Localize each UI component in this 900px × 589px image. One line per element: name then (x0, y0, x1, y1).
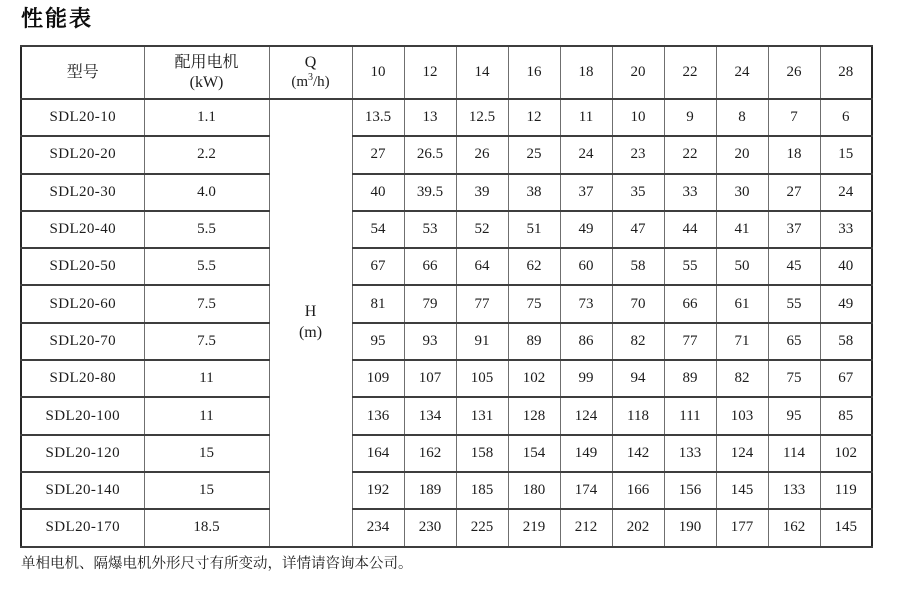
header-flow-q (269, 46, 352, 99)
head-value-cell: 62 (508, 248, 560, 285)
head-value-cell: 12.5 (456, 99, 508, 136)
head-value-cell: 91 (456, 323, 508, 360)
head-value-cell: 105 (456, 360, 508, 397)
head-value-cell: 39 (456, 174, 508, 211)
head-value-cell: 47 (612, 211, 664, 248)
q-unit-prefix: (m (291, 74, 308, 91)
head-value-cell: 142 (612, 435, 664, 472)
header-flow-value: 16 (508, 46, 560, 99)
header-flow-value: 10 (352, 46, 404, 99)
head-value-cell: 85 (820, 397, 872, 434)
head-value-cell: 119 (820, 472, 872, 509)
head-value-cell: 124 (560, 397, 612, 434)
head-value-cell: 114 (768, 435, 820, 472)
model-cell: SDL20-30 (21, 174, 144, 211)
table-row (21, 248, 872, 285)
head-value-cell: 67 (352, 248, 404, 285)
table-row (21, 99, 872, 136)
head-value-cell: 145 (716, 472, 768, 509)
table-row (21, 211, 872, 248)
head-value-cell: 18 (768, 136, 820, 173)
table-row (21, 136, 872, 173)
head-value-cell: 50 (716, 248, 768, 285)
head-value-cell: 8 (716, 99, 768, 136)
head-value-cell: 225 (456, 509, 508, 546)
head-value-cell: 164 (352, 435, 404, 472)
head-value-cell: 118 (612, 397, 664, 434)
head-value-cell: 154 (508, 435, 560, 472)
header-flow-value: 28 (820, 46, 872, 99)
head-value-cell: 35 (612, 174, 664, 211)
header-flow-value: 20 (612, 46, 664, 99)
head-value-cell: 99 (560, 360, 612, 397)
model-cell: SDL20-10 (21, 99, 144, 136)
head-unit: (m) (298, 323, 323, 341)
head-value-cell: 77 (456, 285, 508, 322)
head-value-cell: 95 (352, 323, 404, 360)
head-value-cell: 58 (820, 323, 872, 360)
head-value-cell: 13 (404, 99, 456, 136)
head-value-cell: 95 (768, 397, 820, 434)
head-value-cell: 55 (664, 248, 716, 285)
head-value-cell: 177 (716, 509, 768, 546)
head-value-cell: 73 (560, 285, 612, 322)
head-value-cell: 40 (820, 248, 872, 285)
head-value-cell: 23 (612, 136, 664, 173)
header-motor-unit: (kW) (189, 73, 224, 91)
head-value-cell: 45 (768, 248, 820, 285)
motor-power-cell: 5.5 (144, 248, 269, 285)
head-unit-merged-cell (269, 99, 352, 547)
head-value-cell: 54 (352, 211, 404, 248)
motor-power-cell: 7.5 (144, 285, 269, 322)
head-value-cell: 124 (716, 435, 768, 472)
q-unit-suffix: /h) (313, 74, 330, 91)
header-flow-value: 12 (404, 46, 456, 99)
head-value-cell: 49 (820, 285, 872, 322)
table-row (21, 435, 872, 472)
head-value-cell: 39.5 (404, 174, 456, 211)
head-value-cell: 70 (612, 285, 664, 322)
head-value-cell: 27 (768, 174, 820, 211)
head-value-cell: 75 (768, 360, 820, 397)
head-value-cell: 102 (820, 435, 872, 472)
head-value-cell: 49 (560, 211, 612, 248)
head-value-cell: 11 (560, 99, 612, 136)
head-value-cell: 166 (612, 472, 664, 509)
head-value-cell: 219 (508, 509, 560, 546)
head-value-cell: 64 (456, 248, 508, 285)
head-value-cell: 33 (820, 211, 872, 248)
header-flow-value: 22 (664, 46, 716, 99)
head-value-cell: 7 (768, 99, 820, 136)
header-model: 型号 (21, 46, 144, 99)
head-value-cell: 89 (664, 360, 716, 397)
head-value-cell: 133 (768, 472, 820, 509)
model-cell: SDL20-40 (21, 211, 144, 248)
table-row (21, 174, 872, 211)
head-value-cell: 40 (352, 174, 404, 211)
model-cell: SDL20-140 (21, 472, 144, 509)
table-row (21, 360, 872, 397)
head-value-cell: 202 (612, 509, 664, 546)
model-cell: SDL20-70 (21, 323, 144, 360)
motor-power-cell: 18.5 (144, 509, 269, 546)
head-value-cell: 156 (664, 472, 716, 509)
head-value-cell: 102 (508, 360, 560, 397)
head-value-cell: 111 (664, 397, 716, 434)
motor-power-cell: 11 (144, 360, 269, 397)
head-value-cell: 26 (456, 136, 508, 173)
head-value-cell: 9 (664, 99, 716, 136)
head-value-cell: 174 (560, 472, 612, 509)
head-value-cell: 82 (716, 360, 768, 397)
header-q-unit (270, 73, 352, 92)
head-value-cell: 26.5 (404, 136, 456, 173)
head-value-cell: 66 (404, 248, 456, 285)
model-cell: SDL20-20 (21, 136, 144, 173)
head-value-cell: 12 (508, 99, 560, 136)
motor-power-cell: 5.5 (144, 211, 269, 248)
motor-power-cell: 2.2 (144, 136, 269, 173)
head-value-cell: 58 (612, 248, 664, 285)
head-value-cell: 71 (716, 323, 768, 360)
head-value-cell: 37 (768, 211, 820, 248)
model-cell: SDL20-80 (21, 360, 144, 397)
head-value-cell: 33 (664, 174, 716, 211)
head-value-cell: 131 (456, 397, 508, 434)
head-value-cell: 94 (612, 360, 664, 397)
head-value-cell: 103 (716, 397, 768, 434)
head-value-cell: 81 (352, 285, 404, 322)
header-motor-power (144, 46, 269, 99)
head-value-cell: 133 (664, 435, 716, 472)
table-row (21, 285, 872, 322)
page-title: 性能表 (21, 6, 94, 31)
header-motor-line1: 配用电机 (174, 53, 239, 71)
header-flow-value: 14 (456, 46, 508, 99)
head-value-cell: 67 (820, 360, 872, 397)
model-cell: SDL20-120 (21, 435, 144, 472)
head-value-cell: 6 (820, 99, 872, 136)
motor-power-cell: 11 (144, 397, 269, 434)
head-value-cell: 25 (508, 136, 560, 173)
motor-power-cell: 7.5 (144, 323, 269, 360)
head-value-cell: 41 (716, 211, 768, 248)
head-value-cell: 82 (612, 323, 664, 360)
head-value-cell: 89 (508, 323, 560, 360)
header-flow-value: 18 (560, 46, 612, 99)
head-value-cell: 212 (560, 509, 612, 546)
head-value-cell: 93 (404, 323, 456, 360)
head-value-cell: 230 (404, 509, 456, 546)
head-value-cell: 51 (508, 211, 560, 248)
table-row (21, 472, 872, 509)
head-value-cell: 158 (456, 435, 508, 472)
head-value-cell: 109 (352, 360, 404, 397)
head-value-cell: 55 (768, 285, 820, 322)
head-value-cell: 60 (560, 248, 612, 285)
head-value-cell: 66 (664, 285, 716, 322)
head-value-cell: 79 (404, 285, 456, 322)
head-value-cell: 149 (560, 435, 612, 472)
head-value-cell: 162 (404, 435, 456, 472)
head-value-cell: 86 (560, 323, 612, 360)
model-cell: SDL20-100 (21, 397, 144, 434)
head-value-cell: 38 (508, 174, 560, 211)
head-value-cell: 24 (560, 136, 612, 173)
table-row (21, 509, 872, 546)
q-unit-superscript: 3 (308, 72, 313, 84)
head-value-cell: 30 (716, 174, 768, 211)
table-row (21, 397, 872, 434)
header-q-symbol: Q (304, 54, 317, 72)
model-cell: SDL20-60 (21, 285, 144, 322)
head-value-cell: 185 (456, 472, 508, 509)
head-value-cell: 52 (456, 211, 508, 248)
head-value-cell: 128 (508, 397, 560, 434)
motor-power-cell: 15 (144, 435, 269, 472)
header-row (21, 46, 872, 99)
head-value-cell: 190 (664, 509, 716, 546)
head-value-cell: 189 (404, 472, 456, 509)
head-value-cell: 180 (508, 472, 560, 509)
head-value-cell: 77 (664, 323, 716, 360)
table-row (21, 323, 872, 360)
header-flow-value: 24 (716, 46, 768, 99)
head-value-cell: 13.5 (352, 99, 404, 136)
head-value-cell: 192 (352, 472, 404, 509)
head-value-cell: 136 (352, 397, 404, 434)
head-value-cell: 27 (352, 136, 404, 173)
performance-table (20, 45, 873, 548)
model-cell: SDL20-50 (21, 248, 144, 285)
head-value-cell: 107 (404, 360, 456, 397)
head-value-cell: 37 (560, 174, 612, 211)
head-value-cell: 145 (820, 509, 872, 546)
head-value-cell: 234 (352, 509, 404, 546)
motor-power-cell: 1.1 (144, 99, 269, 136)
header-flow-value: 26 (768, 46, 820, 99)
head-value-cell: 10 (612, 99, 664, 136)
head-value-cell: 22 (664, 136, 716, 173)
motor-power-cell: 15 (144, 472, 269, 509)
footnote: 单相电机、隔爆电机外形尺寸有所变动，详情请咨询本公司。 (21, 556, 413, 572)
model-cell: SDL20-170 (21, 509, 144, 546)
head-value-cell: 75 (508, 285, 560, 322)
head-value-cell: 20 (716, 136, 768, 173)
head-value-cell: 24 (820, 174, 872, 211)
head-symbol: H (304, 302, 317, 320)
head-value-cell: 134 (404, 397, 456, 434)
head-value-cell: 61 (716, 285, 768, 322)
head-value-cell: 44 (664, 211, 716, 248)
head-value-cell: 65 (768, 323, 820, 360)
motor-power-cell: 4.0 (144, 174, 269, 211)
head-value-cell: 53 (404, 211, 456, 248)
head-value-cell: 15 (820, 136, 872, 173)
head-value-cell: 162 (768, 509, 820, 546)
